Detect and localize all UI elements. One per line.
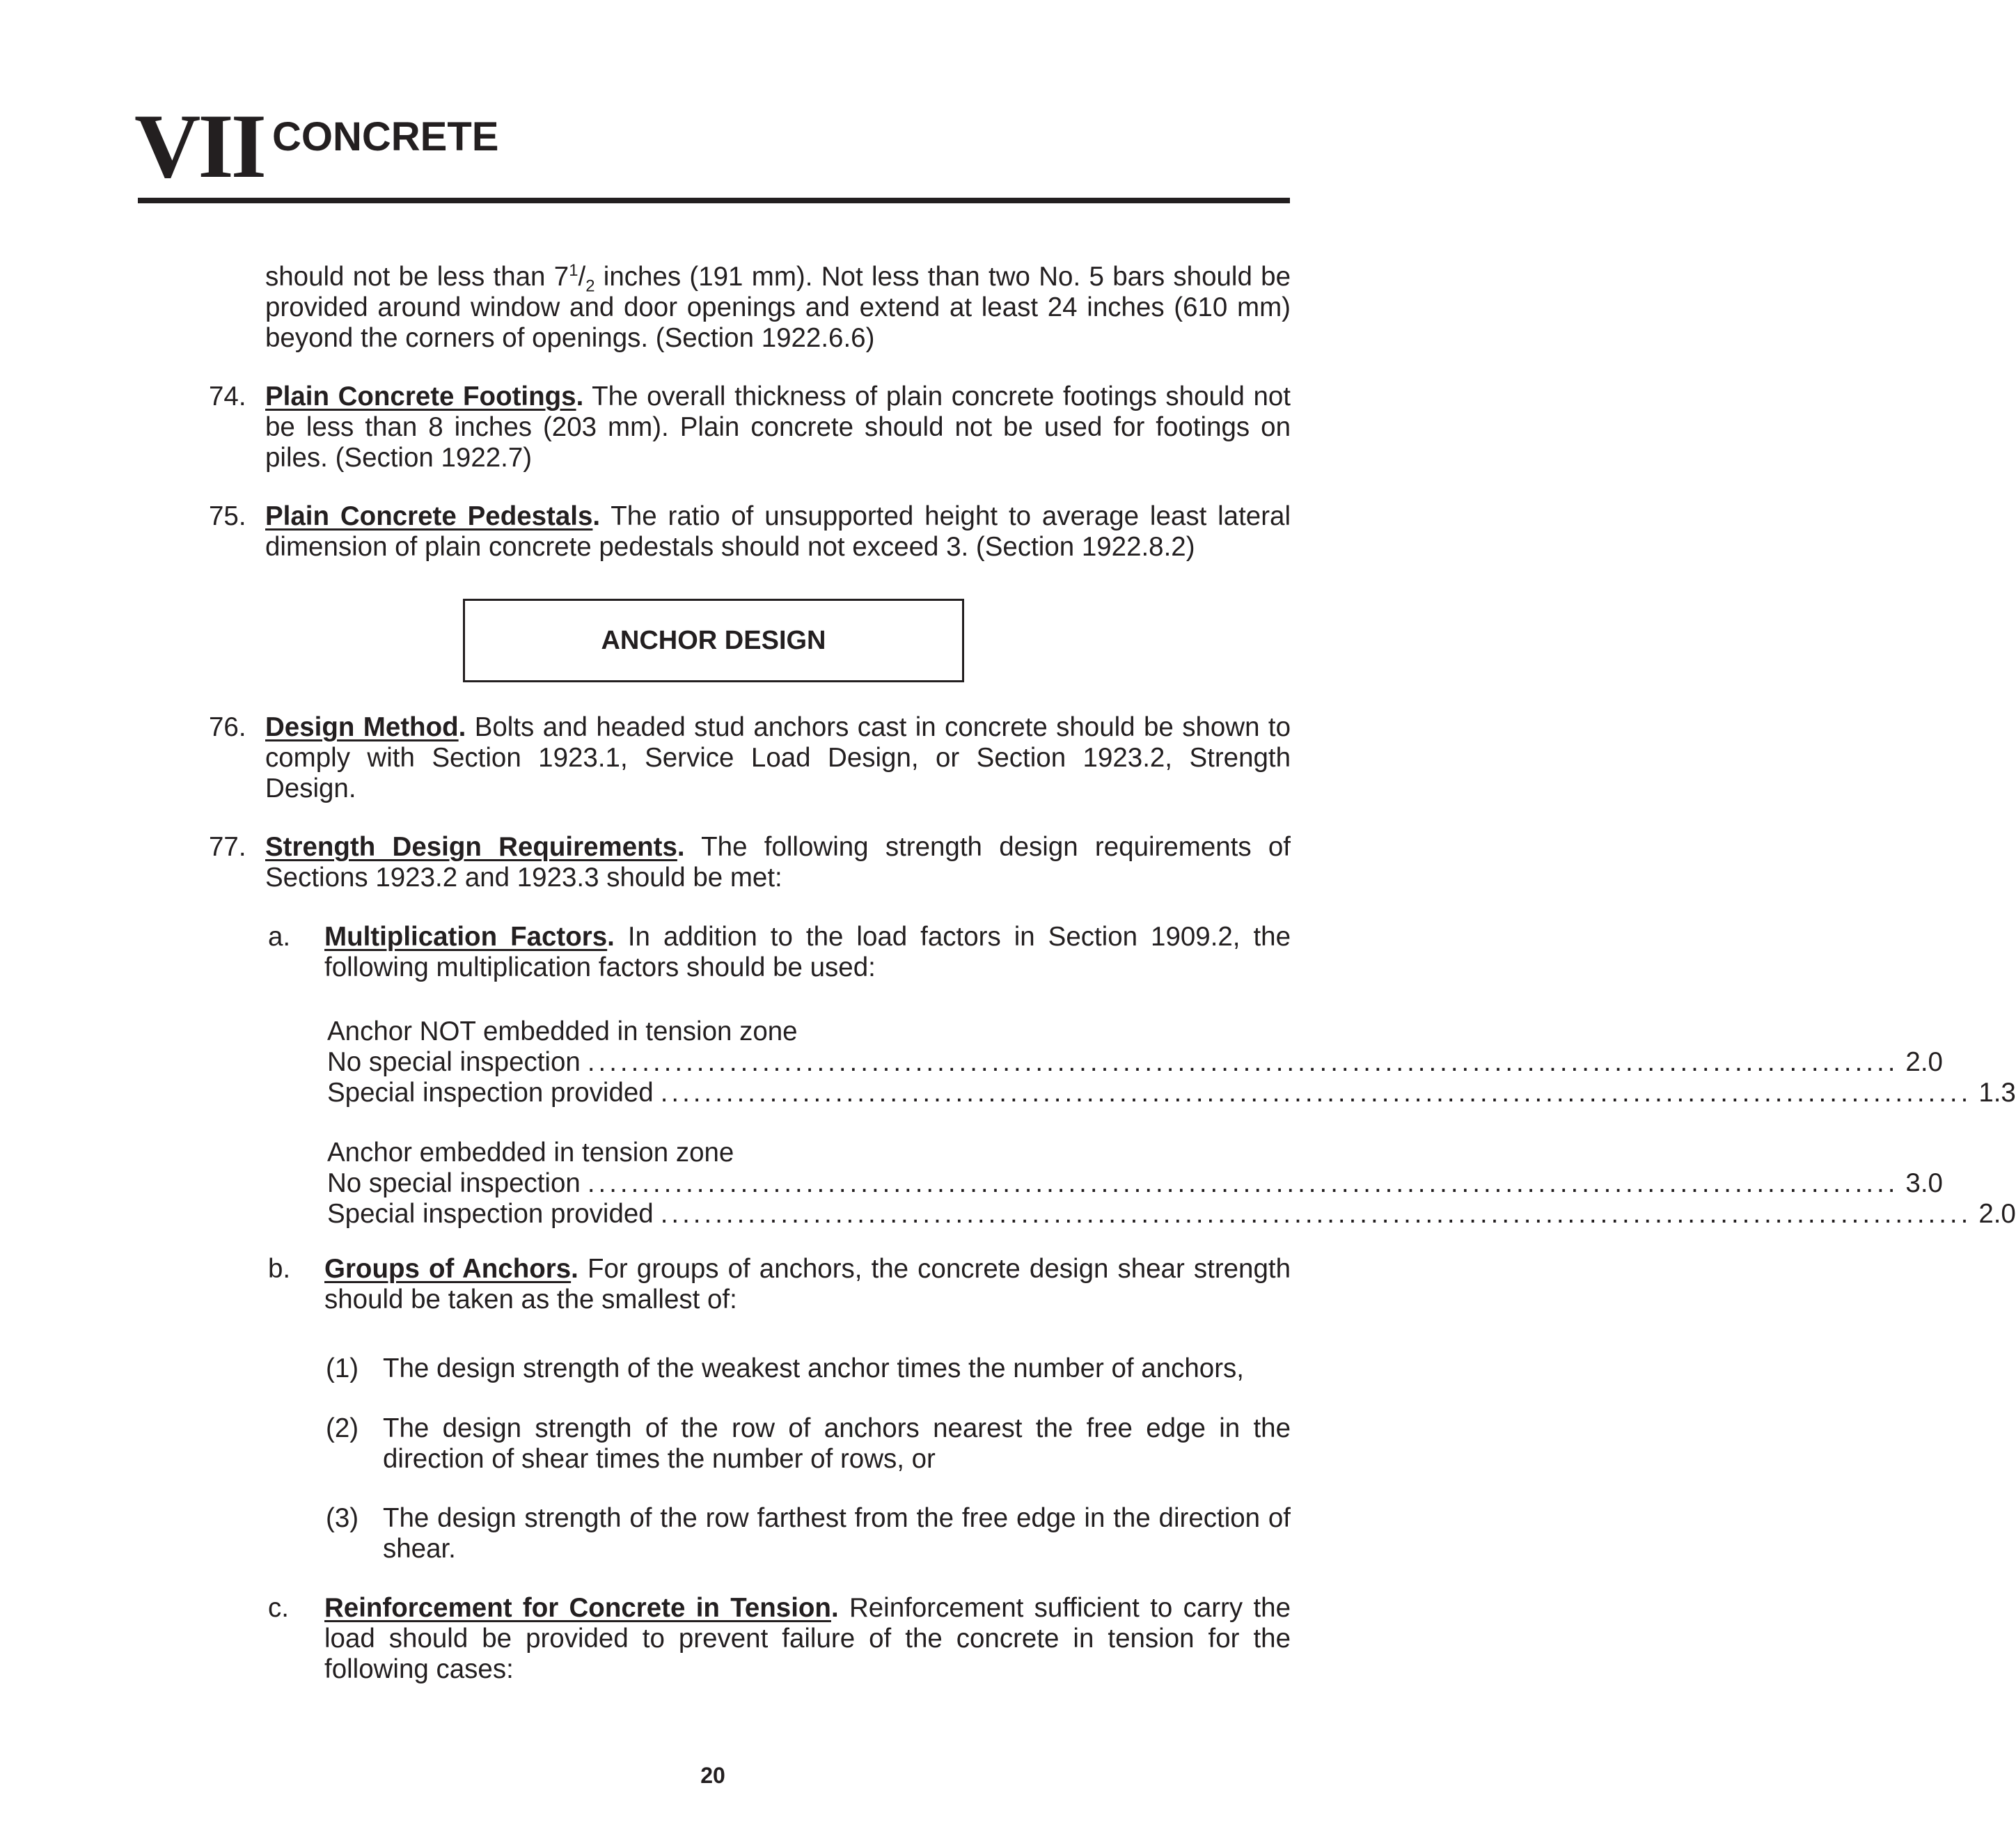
factor-row: No special inspection ........................................................................................................................ 3.0 bbox=[327, 1168, 1943, 1198]
factor-group-1-heading: Anchor NOT embedded in tension zone bbox=[327, 1016, 798, 1046]
list-item-text: The design strength of the row of anchors nearest the free edge in the direction of shear times the number of rows, or bbox=[383, 1413, 1291, 1474]
subitem-b-letter: b. bbox=[268, 1254, 291, 1284]
subitem-c-title: Reinforcement for Concrete in Tension bbox=[324, 1593, 831, 1623]
factor-group-2-heading: Anchor embedded in tension zone bbox=[327, 1138, 734, 1168]
list-item-text: The design strength of the row farthest from the free edge in the direction of shear. bbox=[383, 1503, 1291, 1564]
subitem-a-letter: a. bbox=[268, 922, 291, 952]
item-75-title: Plain Concrete Pedestals bbox=[265, 501, 593, 531]
item-74-title: Plain Concrete Footings bbox=[265, 382, 576, 411]
subitem-c-paragraph: Reinforcement for Concrete in Tension. Reinforcement sufficient to carry the load should be provided to prevent failure of the concrete in tension for the following cases: bbox=[324, 1593, 1291, 1684]
list-item-number: (2) bbox=[326, 1413, 359, 1443]
dot-leader: ........................................................................................................................ bbox=[587, 1047, 1899, 1077]
dot-leader: ........................................................................................................................ bbox=[660, 1199, 1972, 1229]
dot-leader: ........................................................................................................................ bbox=[660, 1078, 1972, 1108]
item-76-number: 76. bbox=[209, 712, 246, 742]
intro-paragraph: should not be less than $7^1/_2$ inches (191 mm). Not less than two No. 5 bars should be provided around window and door openings and extend at least 24 inches (610 mm) beyond the corners of openings. (Section 1922.6.6) bbox=[265, 261, 1291, 353]
list-item-number: (1) bbox=[326, 1353, 359, 1383]
item-76-title: Design Method bbox=[265, 712, 459, 742]
page-number: 20 bbox=[700, 1763, 725, 1788]
subitem-a-paragraph: Multiplication Factors. In addition to the load factors in Section 1909.2, the following multiplication factors should be used: bbox=[324, 922, 1291, 982]
list-item-text: The design strength of the weakest anchor times the number of anchors, bbox=[383, 1353, 1244, 1383]
chapter-title: CONCRETE bbox=[272, 114, 499, 159]
subitem-b-title: Groups of Anchors bbox=[324, 1254, 572, 1284]
item-76-paragraph: Design Method. Bolts and headed stud anchors cast in concrete should be shown to comply with Section 1923.1, Service Load Design, or Section 1923.2, Strength Design. bbox=[265, 712, 1291, 803]
item-74-number: 74. bbox=[209, 382, 246, 411]
item-77-paragraph: Strength Design Requirements. The following strength design requirements of Sections 1923.2 and 1923.3 should be met: bbox=[265, 832, 1291, 893]
factor-row: Special inspection provided ........................................................................................................................ 2.0 bbox=[327, 1199, 2016, 1229]
subitem-a-title: Multiplication Factors bbox=[324, 922, 608, 952]
item-77-number: 77. bbox=[209, 832, 246, 862]
item-75-number: 75. bbox=[209, 501, 246, 531]
subitem-b-paragraph: Groups of Anchors. For groups of anchors, the concrete design shear strength should be taken as the smallest of: bbox=[324, 1254, 1291, 1314]
section-heading-box bbox=[463, 599, 964, 682]
item-77-title: Strength Design Requirements bbox=[265, 832, 677, 862]
chapter-roman-numeral: VII bbox=[134, 95, 265, 197]
dot-leader: ........................................................................................................................ bbox=[587, 1168, 1899, 1198]
list-item-number: (3) bbox=[326, 1503, 359, 1533]
subitem-c-letter: c. bbox=[268, 1593, 289, 1623]
factor-row: No special inspection ........................................................................................................................ 2.0 bbox=[327, 1047, 1943, 1077]
header-rule bbox=[138, 198, 1290, 203]
item-74-paragraph: Plain Concrete Footings. The overall thickness of plain concrete footings should not be less than 8 inches (203 mm). Plain concrete should not be used for footings on piles. (Section 1922.7) bbox=[265, 382, 1291, 473]
item-75-paragraph: Plain Concrete Pedestals. The ratio of unsupported height to average least lateral dimension of plain concrete pedestals should not exceed 3. (Section 1922.8.2) bbox=[265, 501, 1291, 562]
factor-row: Special inspection provided ........................................................................................................................ 1.3 bbox=[327, 1078, 2016, 1108]
section-heading: ANCHOR DESIGN bbox=[601, 626, 826, 655]
